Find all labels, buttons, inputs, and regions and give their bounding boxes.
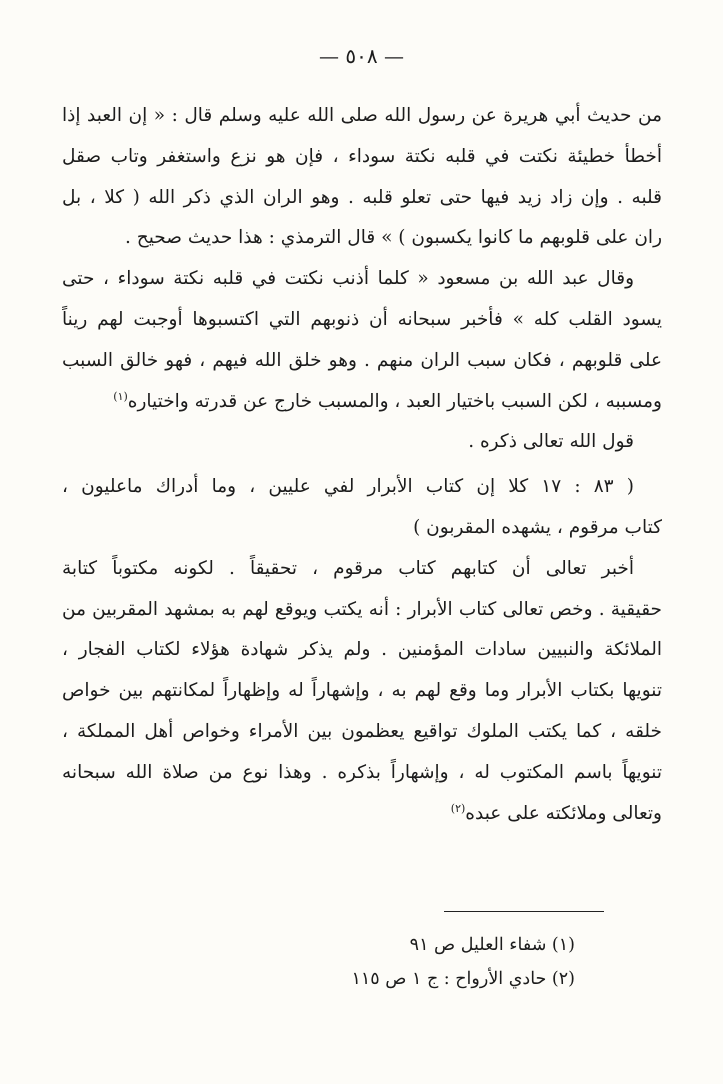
paragraph-verse	[62, 467, 662, 549]
text-line: ومسببه ، لكن السبب باختيار العبد ، والمسبب خارج عن قدرته واختياره	[127, 390, 662, 412]
footnotes	[200, 928, 575, 996]
text-line: أخبر تعالى أن كتابهم كتاب مرقوم ، تحقيقاً . لكونه مكتوباً كتابة	[62, 557, 634, 579]
text-line: على قلوبهم ، فكان سبب الران منهم . وهو خلق الله فيهم ، فهو خالق السبب	[62, 349, 662, 371]
text-line: ( ٨٣ : ١٧ كلا إن كتاب الأبرار لفي عليين ، وما أدراك ماعليون ،	[62, 476, 634, 498]
text-line: ران على قلوبهم ما كانوا يكسبون ) » قال الترمذي : هذا حديث صحيح .	[125, 227, 662, 249]
body-text	[62, 96, 662, 834]
text-line: الملائكة والنبيين سادات المؤمنين . ولم يذكر شهادة هؤلاء لكتاب الفجار ،	[62, 639, 662, 661]
footnote: (٢) حادي الأرواح : ج ١ ص ١١٥	[351, 969, 575, 989]
footnote-ref: (١)	[113, 389, 128, 403]
footnote-divider	[444, 911, 604, 912]
text-line: وقال عبد الله بن مسعود « كلما أذنب نكتت في قلبه نكتة سوداء ، حتى	[62, 268, 634, 290]
footnote-ref: (٢)	[450, 801, 466, 815]
page-number: — ٥٠٨ —	[319, 44, 404, 68]
paragraph-heading	[62, 422, 662, 463]
text-line: خلقه ، كما يكتب الملوك تواقيع يعظمون بين الأمراء وخواص أهل المملكة ،	[62, 720, 662, 742]
text-line: حقيقية . وخص تعالى كتاب الأبرار : أنه يكتب ويوقع لهم به بمشهد المقربين من	[62, 598, 662, 620]
text-line: أخطأ خطيئة نكتت في قلبه نكتة سوداء ، فإن هو نزع واستغفر وتاب صقل	[62, 145, 662, 167]
footnote: (١) شفاء العليل ص ٩١	[409, 935, 575, 955]
text-line: كتاب مرقوم ، يشهده المقربون )	[413, 516, 662, 538]
text-line: تنويهاً باسم المكتوب له ، وإشهاراً بذكره . وهذا نوع من صلاة الله سبحانه	[62, 761, 662, 783]
paragraph-ibn-masud	[62, 259, 662, 422]
paragraph-commentary	[62, 549, 662, 835]
text-line: من حديث أبي هريرة عن رسول الله صلى الله عليه وسلم قال : « إن العبد إذا	[62, 105, 662, 126]
text-line: قلبه . وإن زاد زيد فيها حتى تعلو قلبه . وهو الران الذي ذكر الله ( كلا ، بل	[62, 186, 662, 208]
text-line: قول الله تعالى ذكره .	[468, 431, 634, 453]
paragraph-hadith	[62, 96, 662, 259]
text-line: وتعالى وملائكته على عبده	[465, 802, 662, 824]
text-line: يسود القلب كله » فأخبر سبحانه أن ذنوبهم التي اكتسبوها أوجبت لهم ريناً	[62, 308, 662, 330]
text-line: تنويها بكتاب الأبرار وما وقع لهم به ، وإشهاراً له وإظهاراً لمكانتهم بين خواص	[62, 680, 662, 702]
